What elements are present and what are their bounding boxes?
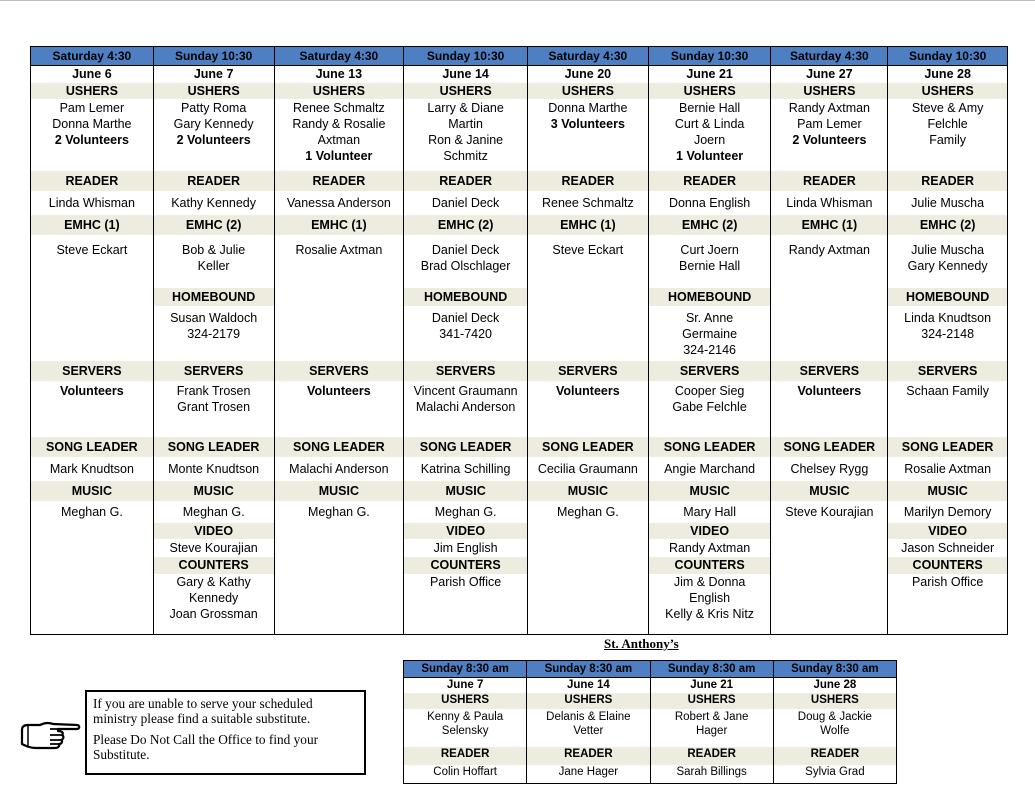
spacer bbox=[888, 164, 1007, 171]
usher-name: Robert & Jane bbox=[674, 711, 749, 723]
music-label: MUSIC bbox=[154, 481, 274, 501]
homebound-entry: 341-7420 bbox=[439, 327, 493, 341]
emhc-label: EMHC (1) bbox=[275, 215, 404, 235]
emhc-name: Daniel Deck bbox=[431, 243, 500, 257]
video-label bbox=[31, 523, 153, 539]
homebound-entry: 324-2179 bbox=[187, 327, 241, 341]
servers-cell bbox=[404, 381, 527, 437]
homebound-entry: Linda Knudtson bbox=[904, 311, 992, 325]
song-leader-name: Monte Knudtson bbox=[168, 462, 260, 476]
song-leader-label: SONG LEADER bbox=[528, 437, 648, 457]
usher-name: 2 Volunteers bbox=[792, 133, 867, 147]
emhc-label: EMHC (2) bbox=[404, 215, 527, 235]
counter-name: Joan Grossman bbox=[169, 607, 258, 621]
spacer bbox=[528, 164, 648, 171]
emhc-name: Brad Olschlager bbox=[420, 259, 511, 273]
ushers-cell bbox=[527, 709, 649, 747]
song-leader-label: SONG LEADER bbox=[888, 437, 1007, 457]
emhc-label: EMHC (1) bbox=[528, 215, 648, 235]
st-anthony-grid bbox=[403, 660, 897, 784]
mass-time-header: Sunday 10:30 bbox=[649, 47, 771, 66]
video-label bbox=[528, 523, 648, 539]
ushers-label: USHERS bbox=[275, 83, 404, 99]
emhc-name: Bob & Julie bbox=[182, 243, 246, 257]
emhc-name: Keller bbox=[197, 259, 230, 273]
servers-cell bbox=[888, 381, 1007, 437]
usher-name: 1 Volunteer bbox=[305, 149, 373, 163]
server-name: Frank Trosen bbox=[176, 384, 251, 398]
song-leader-name: Katrina Schilling bbox=[420, 462, 511, 476]
homebound-label bbox=[275, 288, 404, 306]
schedule-column bbox=[649, 47, 772, 634]
spacer bbox=[404, 164, 527, 171]
usher-name: Randy & Rosalie bbox=[292, 117, 386, 131]
reader-label: READER bbox=[404, 171, 527, 191]
song-leader-label: SONG LEADER bbox=[404, 437, 527, 457]
counter-name: Gary & Kathy bbox=[176, 575, 251, 589]
ushers-label: USHERS bbox=[888, 83, 1007, 99]
homebound-label bbox=[31, 288, 153, 306]
music-label: MUSIC bbox=[275, 481, 404, 501]
ushers-cell bbox=[649, 99, 771, 164]
usher-name: 2 Volunteers bbox=[54, 133, 129, 147]
mass-time-header: Sunday 10:30 bbox=[888, 47, 1007, 66]
song-leader-name: Rosalie Axtman bbox=[904, 462, 992, 476]
music-name: Meghan G. bbox=[434, 505, 497, 519]
mass-date: June 14 bbox=[566, 679, 610, 691]
spacer bbox=[771, 164, 887, 171]
counters-label: COUNTERS bbox=[649, 557, 771, 574]
server-name: Volunteers bbox=[307, 384, 371, 398]
song-leader-name: Cecilia Graumann bbox=[537, 462, 638, 476]
mass-date: June 20 bbox=[564, 67, 612, 81]
music-name: Meghan G. bbox=[307, 505, 370, 519]
homebound-cell bbox=[31, 306, 153, 361]
music-label: MUSIC bbox=[888, 481, 1007, 501]
homebound-entry: Susan Waldoch bbox=[170, 311, 258, 325]
mass-date: June 7 bbox=[193, 67, 234, 81]
mass-time-header: Sunday 10:30 bbox=[404, 47, 527, 66]
reader-label: READER bbox=[774, 747, 896, 765]
servers-cell bbox=[771, 381, 887, 437]
ushers-label: USHERS bbox=[404, 693, 526, 709]
ushers-label: USHERS bbox=[404, 83, 527, 99]
emhc-label: EMHC (2) bbox=[888, 215, 1007, 235]
spacer bbox=[154, 164, 274, 171]
counters-label bbox=[771, 557, 887, 574]
song-leader-label: SONG LEADER bbox=[649, 437, 771, 457]
emhc-name: Julie Muscha bbox=[911, 243, 985, 257]
ushers-label: USHERS bbox=[649, 83, 771, 99]
ushers-cell bbox=[275, 99, 404, 164]
counter-name: Parish Office bbox=[911, 575, 984, 589]
counters-label bbox=[528, 557, 648, 574]
counters-cell bbox=[404, 574, 527, 634]
music-label: MUSIC bbox=[649, 481, 771, 501]
schedule-column bbox=[888, 47, 1007, 634]
ushers-cell bbox=[888, 99, 1007, 164]
server-name: Vincent Graumann bbox=[413, 384, 518, 398]
reader-label: READER bbox=[527, 747, 649, 765]
homebound-label bbox=[771, 288, 887, 306]
counters-label bbox=[275, 557, 404, 574]
mass-time-header: Saturday 4:30 bbox=[31, 47, 153, 66]
emhc-cell bbox=[31, 235, 153, 288]
homebound-label: HOMEBOUND bbox=[154, 288, 274, 306]
emhc-name: Bernie Hall bbox=[679, 259, 741, 273]
mass-date: June 21 bbox=[690, 679, 734, 691]
spacer bbox=[649, 164, 771, 171]
reader-label: READER bbox=[649, 171, 771, 191]
counters-label: COUNTERS bbox=[888, 557, 1007, 574]
video-label: VIDEO bbox=[649, 523, 771, 539]
note-line-1: If you are unable to serve your scheduled ministry please find a suitable substitute. bbox=[93, 696, 313, 726]
mass-time-header: Saturday 4:30 bbox=[771, 47, 887, 66]
ushers-label: USHERS bbox=[771, 83, 887, 99]
homebound-cell bbox=[771, 306, 887, 361]
usher-name: Pam Lemer bbox=[797, 117, 862, 131]
ushers-cell bbox=[771, 99, 887, 164]
counters-label: COUNTERS bbox=[154, 557, 274, 574]
song-leader-name: Mark Knudtson bbox=[49, 462, 134, 476]
homebound-entry: Germaine bbox=[682, 327, 738, 341]
song-leader-label: SONG LEADER bbox=[771, 437, 887, 457]
mass-date: June 6 bbox=[72, 67, 112, 81]
server-name: Schaan Family bbox=[906, 384, 989, 398]
video-name: Jim English bbox=[433, 541, 498, 555]
usher-name: Donna Marthe bbox=[548, 101, 628, 115]
ushers-cell bbox=[154, 99, 274, 164]
schedule-column bbox=[154, 47, 275, 634]
ushers-cell bbox=[404, 709, 526, 747]
usher-name: Wolfe bbox=[820, 725, 850, 737]
mass-time-header: Sunday 8:30 am bbox=[527, 661, 649, 678]
note-line-2: Please Do Not Call the Office to find your Substitute. bbox=[93, 732, 319, 762]
emhc-label: EMHC (1) bbox=[31, 215, 153, 235]
music-name: Steve Kourajian bbox=[785, 505, 874, 519]
usher-name: Larry & Diane bbox=[427, 101, 504, 115]
spacer bbox=[275, 164, 404, 171]
server-name: Volunteers bbox=[797, 384, 862, 398]
ushers-label: USHERS bbox=[154, 83, 274, 99]
video-label bbox=[771, 523, 887, 539]
ushers-label: USHERS bbox=[774, 693, 896, 709]
mass-time-header: Saturday 4:30 bbox=[528, 47, 648, 66]
music-name: Meghan G. bbox=[182, 505, 245, 519]
st-anthony-column bbox=[404, 661, 527, 783]
reader-name: Vanessa Anderson bbox=[286, 196, 391, 210]
st-anthony-column bbox=[651, 661, 774, 783]
usher-name: Family bbox=[929, 133, 967, 147]
usher-name: Renee Schmaltz bbox=[293, 101, 385, 115]
video-name: Jason Schneider bbox=[901, 541, 995, 555]
reader-label: READER bbox=[404, 747, 526, 765]
video-label: VIDEO bbox=[154, 523, 274, 539]
st-anthony-column bbox=[527, 661, 650, 783]
homebound-cell bbox=[404, 306, 527, 361]
servers-label: SERVERS bbox=[771, 361, 887, 381]
homebound-cell bbox=[888, 306, 1007, 361]
music-name: Marilyn Demory bbox=[903, 505, 992, 519]
reader-name: Linda Whisman bbox=[786, 196, 873, 210]
ushers-label: USHERS bbox=[651, 693, 773, 709]
reader-name: Colin Hoffart bbox=[433, 766, 497, 778]
reader-label: READER bbox=[154, 171, 274, 191]
server-name: Malachi Anderson bbox=[415, 400, 516, 414]
song-leader-name: Chelsey Rygg bbox=[790, 462, 869, 476]
counters-cell bbox=[888, 574, 1007, 634]
usher-name: Steve & Amy bbox=[911, 101, 984, 115]
emhc-cell bbox=[275, 235, 404, 288]
mass-date: June 7 bbox=[446, 679, 484, 691]
reader-name: Kathy Kennedy bbox=[171, 196, 257, 210]
emhc-label: EMHC (2) bbox=[649, 215, 771, 235]
st-anthony-title: St. Anthony’s bbox=[604, 636, 679, 651]
counters-cell bbox=[31, 574, 153, 634]
reader-label: READER bbox=[31, 171, 153, 191]
servers-label: SERVERS bbox=[404, 361, 527, 381]
server-name: Volunteers bbox=[556, 384, 620, 398]
emhc-cell bbox=[404, 235, 527, 288]
server-name: Volunteers bbox=[60, 384, 124, 398]
usher-name: 2 Volunteers bbox=[176, 133, 251, 147]
usher-name: Kenny & Paula bbox=[427, 711, 504, 723]
song-leader-name: Angie Marchand bbox=[664, 462, 756, 476]
substitute-note bbox=[85, 690, 366, 775]
usher-name: Schmitz bbox=[443, 149, 488, 163]
schedule-column bbox=[528, 47, 649, 634]
homebound-entry: Sr. Anne bbox=[685, 311, 734, 325]
usher-name: Martin bbox=[448, 117, 483, 131]
st-anthony-column bbox=[774, 661, 896, 783]
music-name: Mary Hall bbox=[683, 505, 736, 519]
homebound-cell bbox=[649, 306, 771, 361]
counters-cell bbox=[275, 574, 404, 634]
emhc-cell bbox=[154, 235, 274, 288]
emhc-name: Steve Eckart bbox=[552, 243, 624, 257]
music-label: MUSIC bbox=[404, 481, 527, 501]
usher-name: Vetter bbox=[573, 725, 604, 737]
usher-name: Patty Roma bbox=[180, 101, 247, 115]
usher-name: Delanis & Elaine bbox=[546, 711, 631, 723]
ushers-cell bbox=[774, 709, 896, 747]
video-label bbox=[275, 523, 404, 539]
counters-label bbox=[31, 557, 153, 574]
server-name: Gabe Felchle bbox=[672, 400, 747, 414]
reader-label: READER bbox=[888, 171, 1007, 191]
emhc-cell bbox=[649, 235, 771, 288]
mass-date: June 28 bbox=[924, 67, 971, 81]
usher-name: Doug & Jackie bbox=[797, 711, 872, 723]
usher-name: Randy Axtman bbox=[788, 101, 871, 115]
mass-date: June 28 bbox=[813, 679, 857, 691]
schedule-column bbox=[31, 47, 154, 634]
counter-name: Parish Office bbox=[429, 575, 502, 589]
mass-date: June 13 bbox=[315, 67, 363, 81]
usher-name: Pam Lemer bbox=[59, 101, 125, 115]
video-label: VIDEO bbox=[404, 523, 527, 539]
mass-time-header: Sunday 8:30 am bbox=[404, 661, 526, 678]
counters-cell bbox=[771, 574, 887, 634]
server-name: Cooper Sieg bbox=[674, 384, 745, 398]
reader-label: READER bbox=[771, 171, 887, 191]
servers-cell bbox=[528, 381, 648, 437]
homebound-label: HOMEBOUND bbox=[649, 288, 771, 306]
song-leader-label: SONG LEADER bbox=[275, 437, 404, 457]
homebound-cell bbox=[275, 306, 404, 361]
servers-label: SERVERS bbox=[31, 361, 153, 381]
emhc-name: Randy Axtman bbox=[788, 243, 871, 257]
server-name: Grant Trosen bbox=[177, 400, 251, 414]
counter-name: Kelly & Kris Nitz bbox=[665, 607, 755, 621]
homebound-entry: Daniel Deck bbox=[431, 311, 500, 325]
counters-label: COUNTERS bbox=[404, 557, 527, 574]
emhc-label: EMHC (2) bbox=[154, 215, 274, 235]
ushers-label: USHERS bbox=[528, 83, 648, 99]
reader-name: Julie Muscha bbox=[911, 196, 985, 210]
reader-name: Renee Schmaltz bbox=[542, 196, 634, 210]
servers-cell bbox=[649, 381, 771, 437]
music-name: Meghan G. bbox=[556, 505, 619, 519]
pointing-hand-icon bbox=[20, 716, 82, 756]
usher-name: Axtman bbox=[317, 133, 361, 147]
reader-label: READER bbox=[275, 171, 404, 191]
emhc-name: Curt Joern bbox=[680, 243, 739, 257]
music-name: Meghan G. bbox=[60, 505, 123, 519]
counter-name: Jim & Donna bbox=[673, 575, 746, 589]
ushers-cell bbox=[528, 99, 648, 164]
counter-name: Kennedy bbox=[188, 591, 239, 605]
usher-name: Donna Marthe bbox=[52, 117, 132, 131]
video-name: Randy Axtman bbox=[668, 541, 751, 555]
music-label: MUSIC bbox=[528, 481, 648, 501]
video-name: Steve Kourajian bbox=[169, 541, 258, 555]
reader-name: Jane Hager bbox=[558, 766, 619, 778]
reader-name: Sarah Billings bbox=[676, 766, 747, 778]
music-label: MUSIC bbox=[31, 481, 153, 501]
song-leader-name: Malachi Anderson bbox=[289, 462, 389, 476]
reader-name: Linda Whisman bbox=[48, 196, 135, 210]
reader-name: Daniel Deck bbox=[431, 196, 500, 210]
servers-label: SERVERS bbox=[275, 361, 404, 381]
usher-name: Selensky bbox=[441, 725, 489, 737]
schedule-column bbox=[404, 47, 528, 634]
counters-cell bbox=[528, 574, 648, 634]
reader-label: READER bbox=[651, 747, 773, 765]
servers-label: SERVERS bbox=[649, 361, 771, 381]
emhc-cell bbox=[528, 235, 648, 288]
emhc-cell bbox=[888, 235, 1007, 288]
mass-time-header: Sunday 8:30 am bbox=[651, 661, 773, 678]
song-leader-label: SONG LEADER bbox=[154, 437, 274, 457]
mass-time-header: Saturday 4:30 bbox=[275, 47, 404, 66]
usher-name: Bernie Hall bbox=[679, 101, 741, 115]
servers-label: SERVERS bbox=[154, 361, 274, 381]
ushers-label: USHERS bbox=[31, 83, 153, 99]
top-rule bbox=[0, 0, 1035, 1]
video-label: VIDEO bbox=[888, 523, 1007, 539]
mass-date: June 27 bbox=[806, 67, 853, 81]
spacer bbox=[31, 164, 153, 171]
servers-label: SERVERS bbox=[888, 361, 1007, 381]
video-name bbox=[528, 539, 648, 557]
mass-time-header: Sunday 8:30 am bbox=[774, 661, 896, 678]
usher-name: Hager bbox=[695, 725, 728, 737]
reader-name: Donna English bbox=[668, 196, 751, 210]
emhc-label: EMHC (1) bbox=[771, 215, 887, 235]
mass-time-header: Sunday 10:30 bbox=[154, 47, 274, 66]
usher-name: Joern bbox=[693, 133, 726, 147]
usher-name: Curt & Linda bbox=[674, 117, 745, 131]
usher-name: Ron & Janine bbox=[428, 133, 504, 147]
mass-date: June 14 bbox=[442, 67, 489, 81]
servers-cell bbox=[275, 381, 404, 437]
homebound-label bbox=[528, 288, 648, 306]
emhc-cell bbox=[771, 235, 887, 288]
ushers-cell bbox=[651, 709, 773, 747]
homebound-label: HOMEBOUND bbox=[404, 288, 527, 306]
usher-name: Felchle bbox=[927, 117, 968, 131]
homebound-entry: 324-2148 bbox=[921, 327, 975, 341]
counters-cell bbox=[154, 574, 274, 634]
video-name bbox=[771, 539, 887, 557]
servers-cell bbox=[31, 381, 153, 437]
music-label: MUSIC bbox=[771, 481, 887, 501]
emhc-name: Rosalie Axtman bbox=[295, 243, 383, 257]
homebound-label: HOMEBOUND bbox=[888, 288, 1007, 306]
counters-cell bbox=[649, 574, 771, 634]
mass-date: June 21 bbox=[686, 67, 733, 81]
homebound-entry: 324-2146 bbox=[683, 343, 737, 357]
ushers-cell bbox=[404, 99, 527, 164]
servers-label: SERVERS bbox=[528, 361, 648, 381]
homebound-cell bbox=[154, 306, 274, 361]
schedule-column bbox=[275, 47, 405, 634]
ushers-label: USHERS bbox=[527, 693, 649, 709]
schedule-grid bbox=[30, 46, 1008, 635]
emhc-name: Steve Eckart bbox=[56, 243, 128, 257]
reader-label: READER bbox=[528, 171, 648, 191]
emhc-name: Gary Kennedy bbox=[907, 259, 988, 273]
usher-name: 3 Volunteers bbox=[550, 117, 625, 131]
schedule-column bbox=[771, 47, 888, 634]
servers-cell bbox=[154, 381, 274, 437]
ushers-cell bbox=[31, 99, 153, 164]
video-name bbox=[31, 539, 153, 557]
counter-name: English bbox=[689, 591, 731, 605]
reader-name: Sylvia Grad bbox=[805, 766, 865, 778]
usher-name: Gary Kennedy bbox=[173, 117, 254, 131]
usher-name: 1 Volunteer bbox=[676, 149, 744, 163]
song-leader-label: SONG LEADER bbox=[31, 437, 153, 457]
video-name bbox=[275, 539, 404, 557]
homebound-cell bbox=[528, 306, 648, 361]
